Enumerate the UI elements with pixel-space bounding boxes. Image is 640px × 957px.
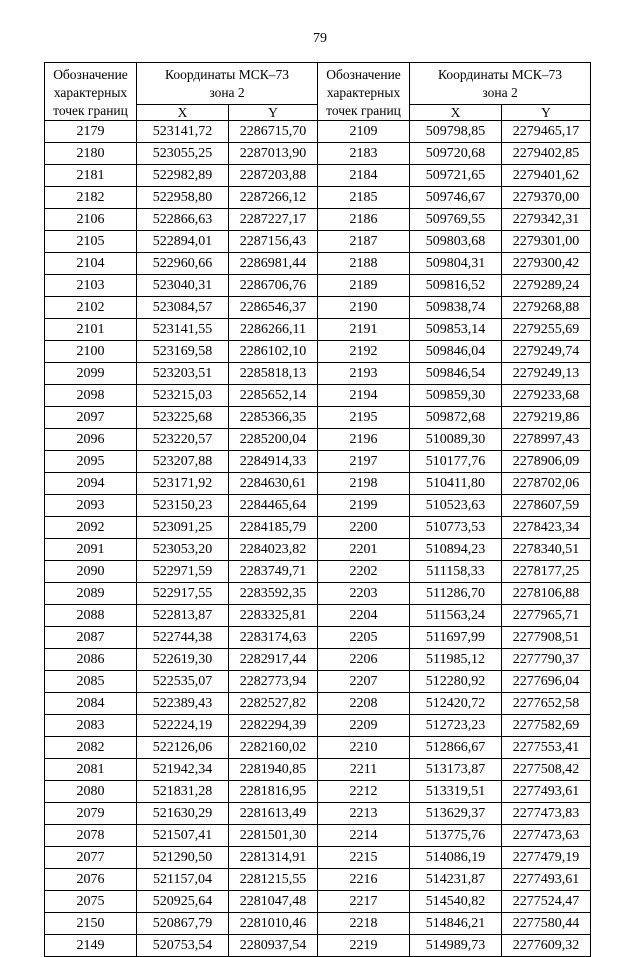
y-coord-right: 2279249,74 [502, 341, 591, 363]
y-coord-right: 2277553,41 [502, 737, 591, 759]
x-coord-left: 521630,29 [137, 803, 229, 825]
x-coord-left: 523207,88 [137, 451, 229, 473]
x-coord-right: 511563,24 [410, 605, 502, 627]
x-coord-left: 522389,43 [137, 693, 229, 715]
y-coord-right: 2278106,88 [502, 583, 591, 605]
table-row [45, 781, 591, 803]
point-id-right: 2187 [318, 231, 410, 253]
y-coord-left: 2281010,46 [229, 913, 318, 935]
x-coord-right: 509859,30 [410, 385, 502, 407]
point-id-left: 2097 [45, 407, 137, 429]
x-coord-right: 513775,76 [410, 825, 502, 847]
y-coord-right: 2279402,85 [502, 143, 591, 165]
y-coord-right: 2277580,44 [502, 913, 591, 935]
x-coord-right: 510773,53 [410, 517, 502, 539]
point-id-right: 2188 [318, 253, 410, 275]
point-id-left: 2180 [45, 143, 137, 165]
x-coord-right: 510411,80 [410, 473, 502, 495]
y-coord-right: 2278997,43 [502, 429, 591, 451]
table-row [45, 561, 591, 583]
table-row [45, 385, 591, 407]
table-row [45, 825, 591, 847]
table-row [45, 605, 591, 627]
x-header-right: X [410, 105, 502, 121]
x-coord-left: 522894,01 [137, 231, 229, 253]
point-id-left: 2179 [45, 121, 137, 143]
y-coord-right: 2277696,04 [502, 671, 591, 693]
table-row [45, 143, 591, 165]
x-coord-right: 513173,87 [410, 759, 502, 781]
x-coord-right: 509746,67 [410, 187, 502, 209]
x-coord-left: 523150,23 [137, 495, 229, 517]
y-coord-right: 2278906,09 [502, 451, 591, 473]
point-id-right: 2219 [318, 935, 410, 957]
y-coord-left: 2283174,63 [229, 627, 318, 649]
x-coord-right: 509846,04 [410, 341, 502, 363]
x-coord-right: 514846,21 [410, 913, 502, 935]
point-id-right: 2217 [318, 891, 410, 913]
x-coord-right: 511697,99 [410, 627, 502, 649]
point-id-left: 2102 [45, 297, 137, 319]
point-id-left: 2094 [45, 473, 137, 495]
point-id-right: 2109 [318, 121, 410, 143]
table-row [45, 539, 591, 561]
point-id-right: 2194 [318, 385, 410, 407]
x-coord-right: 509872,68 [410, 407, 502, 429]
y-coord-right: 2279465,17 [502, 121, 591, 143]
y-coord-left: 2287203,88 [229, 165, 318, 187]
point-id-left: 2150 [45, 913, 137, 935]
header-line: точек границ [53, 103, 128, 118]
point-id-right: 2186 [318, 209, 410, 231]
x-coord-left: 523215,03 [137, 385, 229, 407]
x-coord-right: 514231,87 [410, 869, 502, 891]
y-coord-left: 2281940,85 [229, 759, 318, 781]
coords-header-left [137, 63, 318, 105]
x-coord-right: 512723,23 [410, 715, 502, 737]
x-coord-right: 512420,72 [410, 693, 502, 715]
y-coord-right: 2278423,34 [502, 517, 591, 539]
y-coord-right: 2277524,47 [502, 891, 591, 913]
y-coord-right: 2277652,58 [502, 693, 591, 715]
header-line: зона 2 [482, 84, 518, 100]
y-coord-right: 2278177,25 [502, 561, 591, 583]
point-id-left: 2103 [45, 275, 137, 297]
x-coord-left: 522813,87 [137, 605, 229, 627]
point-id-left: 2106 [45, 209, 137, 231]
y-coord-left: 2286102,10 [229, 341, 318, 363]
point-id-right: 2202 [318, 561, 410, 583]
point-id-right: 2196 [318, 429, 410, 451]
page-number: 79 [313, 31, 327, 46]
y-coord-left: 2284185,79 [229, 517, 318, 539]
y-coord-left: 2281501,30 [229, 825, 318, 847]
table-row [45, 869, 591, 891]
x-coord-right: 509721,65 [410, 165, 502, 187]
y-coord-right: 2278702,06 [502, 473, 591, 495]
point-id-right: 2184 [318, 165, 410, 187]
y-coord-left: 2287266,12 [229, 187, 318, 209]
point-id-left: 2082 [45, 737, 137, 759]
point-id-right: 2209 [318, 715, 410, 737]
y-coord-right: 2277493,61 [502, 781, 591, 803]
point-id-left: 2089 [45, 583, 137, 605]
point-id-left: 2081 [45, 759, 137, 781]
header-line: Координаты МСК–73 [438, 66, 563, 82]
x-coord-left: 523040,31 [137, 275, 229, 297]
coords-header-right [410, 63, 591, 105]
point-id-left: 2079 [45, 803, 137, 825]
x-coord-right: 514086,19 [410, 847, 502, 869]
x-coord-right: 511158,33 [410, 561, 502, 583]
x-coord-right: 509720,68 [410, 143, 502, 165]
point-id-right: 2192 [318, 341, 410, 363]
x-coord-right: 509804,31 [410, 253, 502, 275]
y-coord-left: 2283325,81 [229, 605, 318, 627]
x-coord-left: 523084,57 [137, 297, 229, 319]
x-coord-left: 521942,34 [137, 759, 229, 781]
point-id-left: 2087 [45, 627, 137, 649]
x-coord-left: 522535,07 [137, 671, 229, 693]
point-id-right: 2189 [318, 275, 410, 297]
point-id-right: 2191 [318, 319, 410, 341]
x-coord-right: 510894,23 [410, 539, 502, 561]
x-coord-left: 523141,72 [137, 121, 229, 143]
table-row [45, 495, 591, 517]
x-coord-right: 510177,76 [410, 451, 502, 473]
point-id-right: 2208 [318, 693, 410, 715]
point-id-left: 2078 [45, 825, 137, 847]
y-coord-right: 2277908,51 [502, 627, 591, 649]
x-coord-left: 522958,80 [137, 187, 229, 209]
table-row [45, 363, 591, 385]
point-id-right: 2200 [318, 517, 410, 539]
y-coord-right: 2279401,62 [502, 165, 591, 187]
point-id-right: 2207 [318, 671, 410, 693]
y-coord-right: 2279342,31 [502, 209, 591, 231]
y-coord-right: 2278340,51 [502, 539, 591, 561]
point-id-left: 2182 [45, 187, 137, 209]
x-coord-left: 521507,41 [137, 825, 229, 847]
table-row [45, 275, 591, 297]
x-coord-left: 520753,54 [137, 935, 229, 957]
table-row [45, 341, 591, 363]
x-coord-right: 509816,52 [410, 275, 502, 297]
point-id-left: 2076 [45, 869, 137, 891]
point-id-left: 2105 [45, 231, 137, 253]
y-coord-left: 2285366,35 [229, 407, 318, 429]
x-coord-left: 521157,04 [137, 869, 229, 891]
y-coord-right: 2279289,24 [502, 275, 591, 297]
point-label-header-left [45, 63, 137, 121]
y-coord-right: 2277790,37 [502, 649, 591, 671]
header-line: точек границ [326, 103, 401, 118]
x-coord-left: 521290,50 [137, 847, 229, 869]
y-coord-right: 2277473,63 [502, 825, 591, 847]
x-header-left: X [137, 105, 229, 121]
table-row [45, 759, 591, 781]
y-coord-right: 2279249,13 [502, 363, 591, 385]
x-coord-right: 509853,14 [410, 319, 502, 341]
point-id-left: 2149 [45, 935, 137, 957]
y-coord-right: 2277965,71 [502, 605, 591, 627]
x-coord-left: 522126,06 [137, 737, 229, 759]
header-line: Обозначение [53, 67, 128, 82]
point-id-left: 2099 [45, 363, 137, 385]
point-id-right: 2195 [318, 407, 410, 429]
y-coord-left: 2281613,49 [229, 803, 318, 825]
point-id-left: 2080 [45, 781, 137, 803]
point-id-left: 2090 [45, 561, 137, 583]
y-coord-left: 2282527,82 [229, 693, 318, 715]
x-coord-right: 509769,55 [410, 209, 502, 231]
point-id-right: 2212 [318, 781, 410, 803]
y-coord-right: 2279219,86 [502, 407, 591, 429]
point-id-right: 2218 [318, 913, 410, 935]
point-id-left: 2075 [45, 891, 137, 913]
point-id-left: 2086 [45, 649, 137, 671]
y-coord-right: 2279370,00 [502, 187, 591, 209]
table-row [45, 935, 591, 957]
x-coord-right: 513319,51 [410, 781, 502, 803]
y-coord-left: 2284023,82 [229, 539, 318, 561]
y-coord-left: 2282294,39 [229, 715, 318, 737]
y-coord-left: 2286706,76 [229, 275, 318, 297]
y-coord-left: 2286546,37 [229, 297, 318, 319]
table-row [45, 187, 591, 209]
point-id-left: 2098 [45, 385, 137, 407]
x-coord-right: 513629,37 [410, 803, 502, 825]
x-coord-left: 523055,25 [137, 143, 229, 165]
point-id-right: 2199 [318, 495, 410, 517]
point-id-right: 2213 [318, 803, 410, 825]
y-coord-right: 2278607,59 [502, 495, 591, 517]
table-row [45, 473, 591, 495]
point-id-left: 2181 [45, 165, 137, 187]
point-label-header-right [318, 63, 410, 121]
point-id-right: 2201 [318, 539, 410, 561]
table-row [45, 319, 591, 341]
y-coord-right: 2277493,61 [502, 869, 591, 891]
y-coord-right: 2277473,83 [502, 803, 591, 825]
point-id-left: 2101 [45, 319, 137, 341]
table-row [45, 715, 591, 737]
point-id-right: 2185 [318, 187, 410, 209]
table-row [45, 231, 591, 253]
y-coord-left: 2284465,64 [229, 495, 318, 517]
point-id-right: 2203 [318, 583, 410, 605]
y-coord-left: 2285652,14 [229, 385, 318, 407]
x-coord-left: 522971,59 [137, 561, 229, 583]
x-coord-right: 509838,74 [410, 297, 502, 319]
y-coord-left: 2284914,33 [229, 451, 318, 473]
x-coord-right: 514540,82 [410, 891, 502, 913]
x-coord-left: 522866,63 [137, 209, 229, 231]
y-coord-right: 2277479,19 [502, 847, 591, 869]
y-coord-left: 2283749,71 [229, 561, 318, 583]
y-coord-left: 2281314,91 [229, 847, 318, 869]
y-coord-left: 2280937,54 [229, 935, 318, 957]
table-row [45, 253, 591, 275]
table-row [45, 429, 591, 451]
header-line: Обозначение [326, 67, 401, 82]
point-id-left: 2085 [45, 671, 137, 693]
x-coord-left: 523091,25 [137, 517, 229, 539]
table-row [45, 649, 591, 671]
x-coord-right: 511985,12 [410, 649, 502, 671]
x-coord-right: 509846,54 [410, 363, 502, 385]
table-row [45, 803, 591, 825]
header-line: характерных [326, 85, 401, 100]
table-row [45, 847, 591, 869]
point-id-left: 2100 [45, 341, 137, 363]
point-id-left: 2083 [45, 715, 137, 737]
y-coord-right: 2279233,68 [502, 385, 591, 407]
y-coord-right: 2279301,00 [502, 231, 591, 253]
table-header [45, 63, 591, 121]
point-id-right: 2190 [318, 297, 410, 319]
table-row [45, 737, 591, 759]
point-id-left: 2095 [45, 451, 137, 473]
x-coord-right: 511286,70 [410, 583, 502, 605]
x-coord-left: 520867,79 [137, 913, 229, 935]
y-coord-left: 2281047,48 [229, 891, 318, 913]
table-row [45, 407, 591, 429]
table-row [45, 627, 591, 649]
y-coord-left: 2282917,44 [229, 649, 318, 671]
point-id-right: 2205 [318, 627, 410, 649]
point-id-left: 2096 [45, 429, 137, 451]
table-row [45, 583, 591, 605]
point-id-left: 2091 [45, 539, 137, 561]
y-coord-left: 2284630,61 [229, 473, 318, 495]
y-coord-right: 2279268,88 [502, 297, 591, 319]
point-id-right: 2215 [318, 847, 410, 869]
point-id-right: 2216 [318, 869, 410, 891]
y-header-right: Y [502, 105, 591, 121]
point-id-right: 2210 [318, 737, 410, 759]
coordinates-table [44, 62, 591, 957]
y-coord-left: 2281816,95 [229, 781, 318, 803]
header-line: Координаты МСК–73 [165, 66, 289, 82]
x-coord-left: 523225,68 [137, 407, 229, 429]
y-coord-left: 2281215,55 [229, 869, 318, 891]
point-id-right: 2193 [318, 363, 410, 385]
y-coord-right: 2277582,69 [502, 715, 591, 737]
x-coord-left: 522960,66 [137, 253, 229, 275]
x-coord-right: 514989,73 [410, 935, 502, 957]
x-coord-left: 522982,89 [137, 165, 229, 187]
x-coord-left: 523203,51 [137, 363, 229, 385]
point-id-right: 2198 [318, 473, 410, 495]
y-coord-left: 2285200,04 [229, 429, 318, 451]
x-coord-right: 512866,67 [410, 737, 502, 759]
y-coord-left: 2287227,17 [229, 209, 318, 231]
x-coord-left: 523141,55 [137, 319, 229, 341]
y-coord-left: 2285818,13 [229, 363, 318, 385]
point-id-left: 2084 [45, 693, 137, 715]
y-coord-left: 2286266,11 [229, 319, 318, 341]
x-coord-right: 509803,68 [410, 231, 502, 253]
x-coord-left: 522224,19 [137, 715, 229, 737]
point-id-right: 2214 [318, 825, 410, 847]
x-coord-left: 522917,55 [137, 583, 229, 605]
table-row [45, 913, 591, 935]
y-coord-right: 2279300,42 [502, 253, 591, 275]
y-coord-left: 2282773,94 [229, 671, 318, 693]
point-id-left: 2104 [45, 253, 137, 275]
header-line: зона 2 [209, 84, 245, 100]
point-id-left: 2092 [45, 517, 137, 539]
table-row [45, 297, 591, 319]
point-id-right: 2206 [318, 649, 410, 671]
table-row [45, 671, 591, 693]
y-coord-right: 2277508,42 [502, 759, 591, 781]
x-coord-left: 523053,20 [137, 539, 229, 561]
x-coord-left: 523171,92 [137, 473, 229, 495]
x-coord-right: 510089,30 [410, 429, 502, 451]
point-id-right: 2197 [318, 451, 410, 473]
x-coord-left: 523220,57 [137, 429, 229, 451]
y-coord-left: 2286981,44 [229, 253, 318, 275]
point-id-right: 2204 [318, 605, 410, 627]
table-row [45, 891, 591, 913]
x-coord-left: 520925,64 [137, 891, 229, 913]
x-coord-right: 512280,92 [410, 671, 502, 693]
y-coord-right: 2277609,32 [502, 935, 591, 957]
point-id-left: 2077 [45, 847, 137, 869]
x-coord-left: 522744,38 [137, 627, 229, 649]
x-coord-left: 523169,58 [137, 341, 229, 363]
table-body [45, 121, 591, 957]
x-coord-right: 510523,63 [410, 495, 502, 517]
y-coord-left: 2282160,02 [229, 737, 318, 759]
x-coord-left: 522619,30 [137, 649, 229, 671]
y-coord-left: 2287013,90 [229, 143, 318, 165]
point-id-left: 2088 [45, 605, 137, 627]
y-coord-left: 2283592,35 [229, 583, 318, 605]
header-line: характерных [53, 85, 128, 100]
table-row [45, 209, 591, 231]
table-row [45, 121, 591, 143]
y-header-left: Y [229, 105, 318, 121]
table-row [45, 165, 591, 187]
table-row [45, 517, 591, 539]
point-id-right: 2183 [318, 143, 410, 165]
x-coord-left: 521831,28 [137, 781, 229, 803]
y-coord-left: 2286715,70 [229, 121, 318, 143]
y-coord-left: 2287156,43 [229, 231, 318, 253]
table-row [45, 451, 591, 473]
point-id-right: 2211 [318, 759, 410, 781]
y-coord-right: 2279255,69 [502, 319, 591, 341]
point-id-left: 2093 [45, 495, 137, 517]
table-row [45, 693, 591, 715]
x-coord-right: 509798,85 [410, 121, 502, 143]
